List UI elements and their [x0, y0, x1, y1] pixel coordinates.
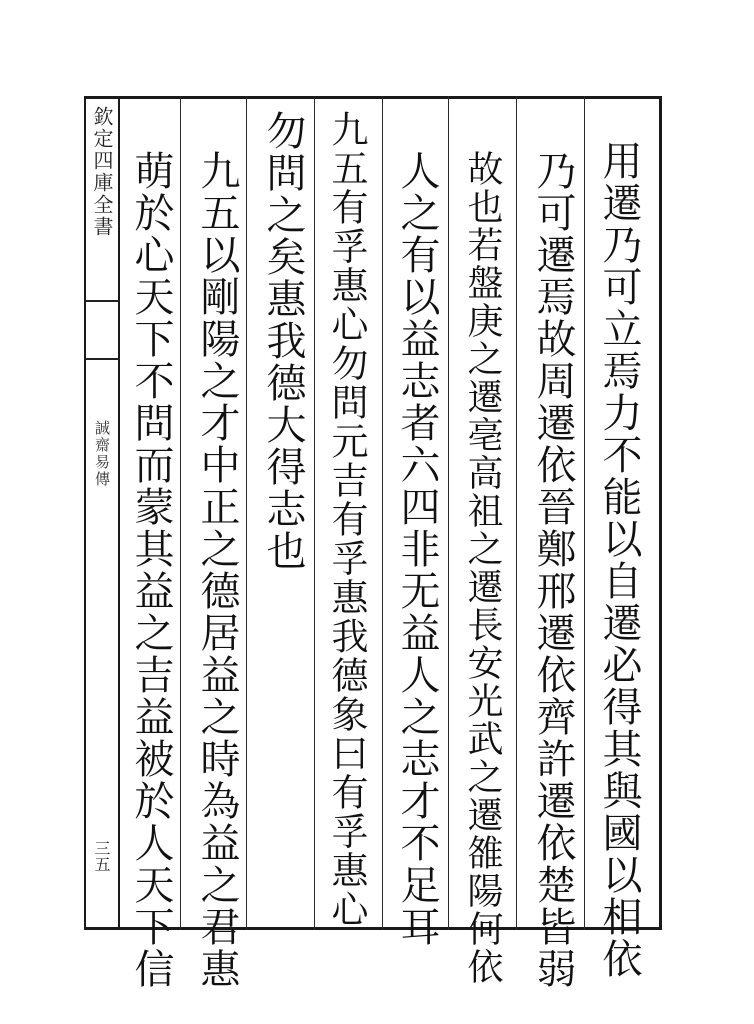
column-rule — [314, 96, 315, 930]
text-column: 人之有以益志者六四非无益人之志才不足耳 — [394, 150, 440, 948]
margin-book-title: 欽定四庫全書 — [90, 106, 114, 238]
text-column: 九五以剛陽之才中正之德居益之時為益之君惠 — [194, 150, 240, 990]
text-column: 用遷乃可立焉力不能以自遷必得其與國以相依 — [596, 140, 642, 980]
column-rule — [246, 96, 247, 930]
column-rule — [180, 96, 181, 930]
margin-subtitle: 誠齋易傳 — [93, 420, 111, 488]
text-column: 勿問之矣惠我德大得志也 — [260, 110, 306, 572]
page-number: 三五 — [92, 840, 111, 872]
column-rule — [584, 96, 585, 930]
column-rule — [516, 96, 517, 930]
column-rule — [382, 96, 383, 930]
text-column: 乃可遷焉故周遷依晉鄭邢遷依齊許遷依楚皆弱 — [530, 150, 576, 990]
text-column: 九五有孚惠心勿問元吉有孚惠我德象曰有孚惠心 — [325, 110, 368, 929]
fish-tail-mark — [86, 300, 120, 360]
text-column: 故也若盤庚之遷亳高祖之遷長安光武之遷雒陽何依 — [462, 150, 503, 986]
text-column: 萌於心天下不問而蒙其益之吉益被於人天下信 — [128, 150, 174, 990]
column-rule — [448, 96, 449, 930]
